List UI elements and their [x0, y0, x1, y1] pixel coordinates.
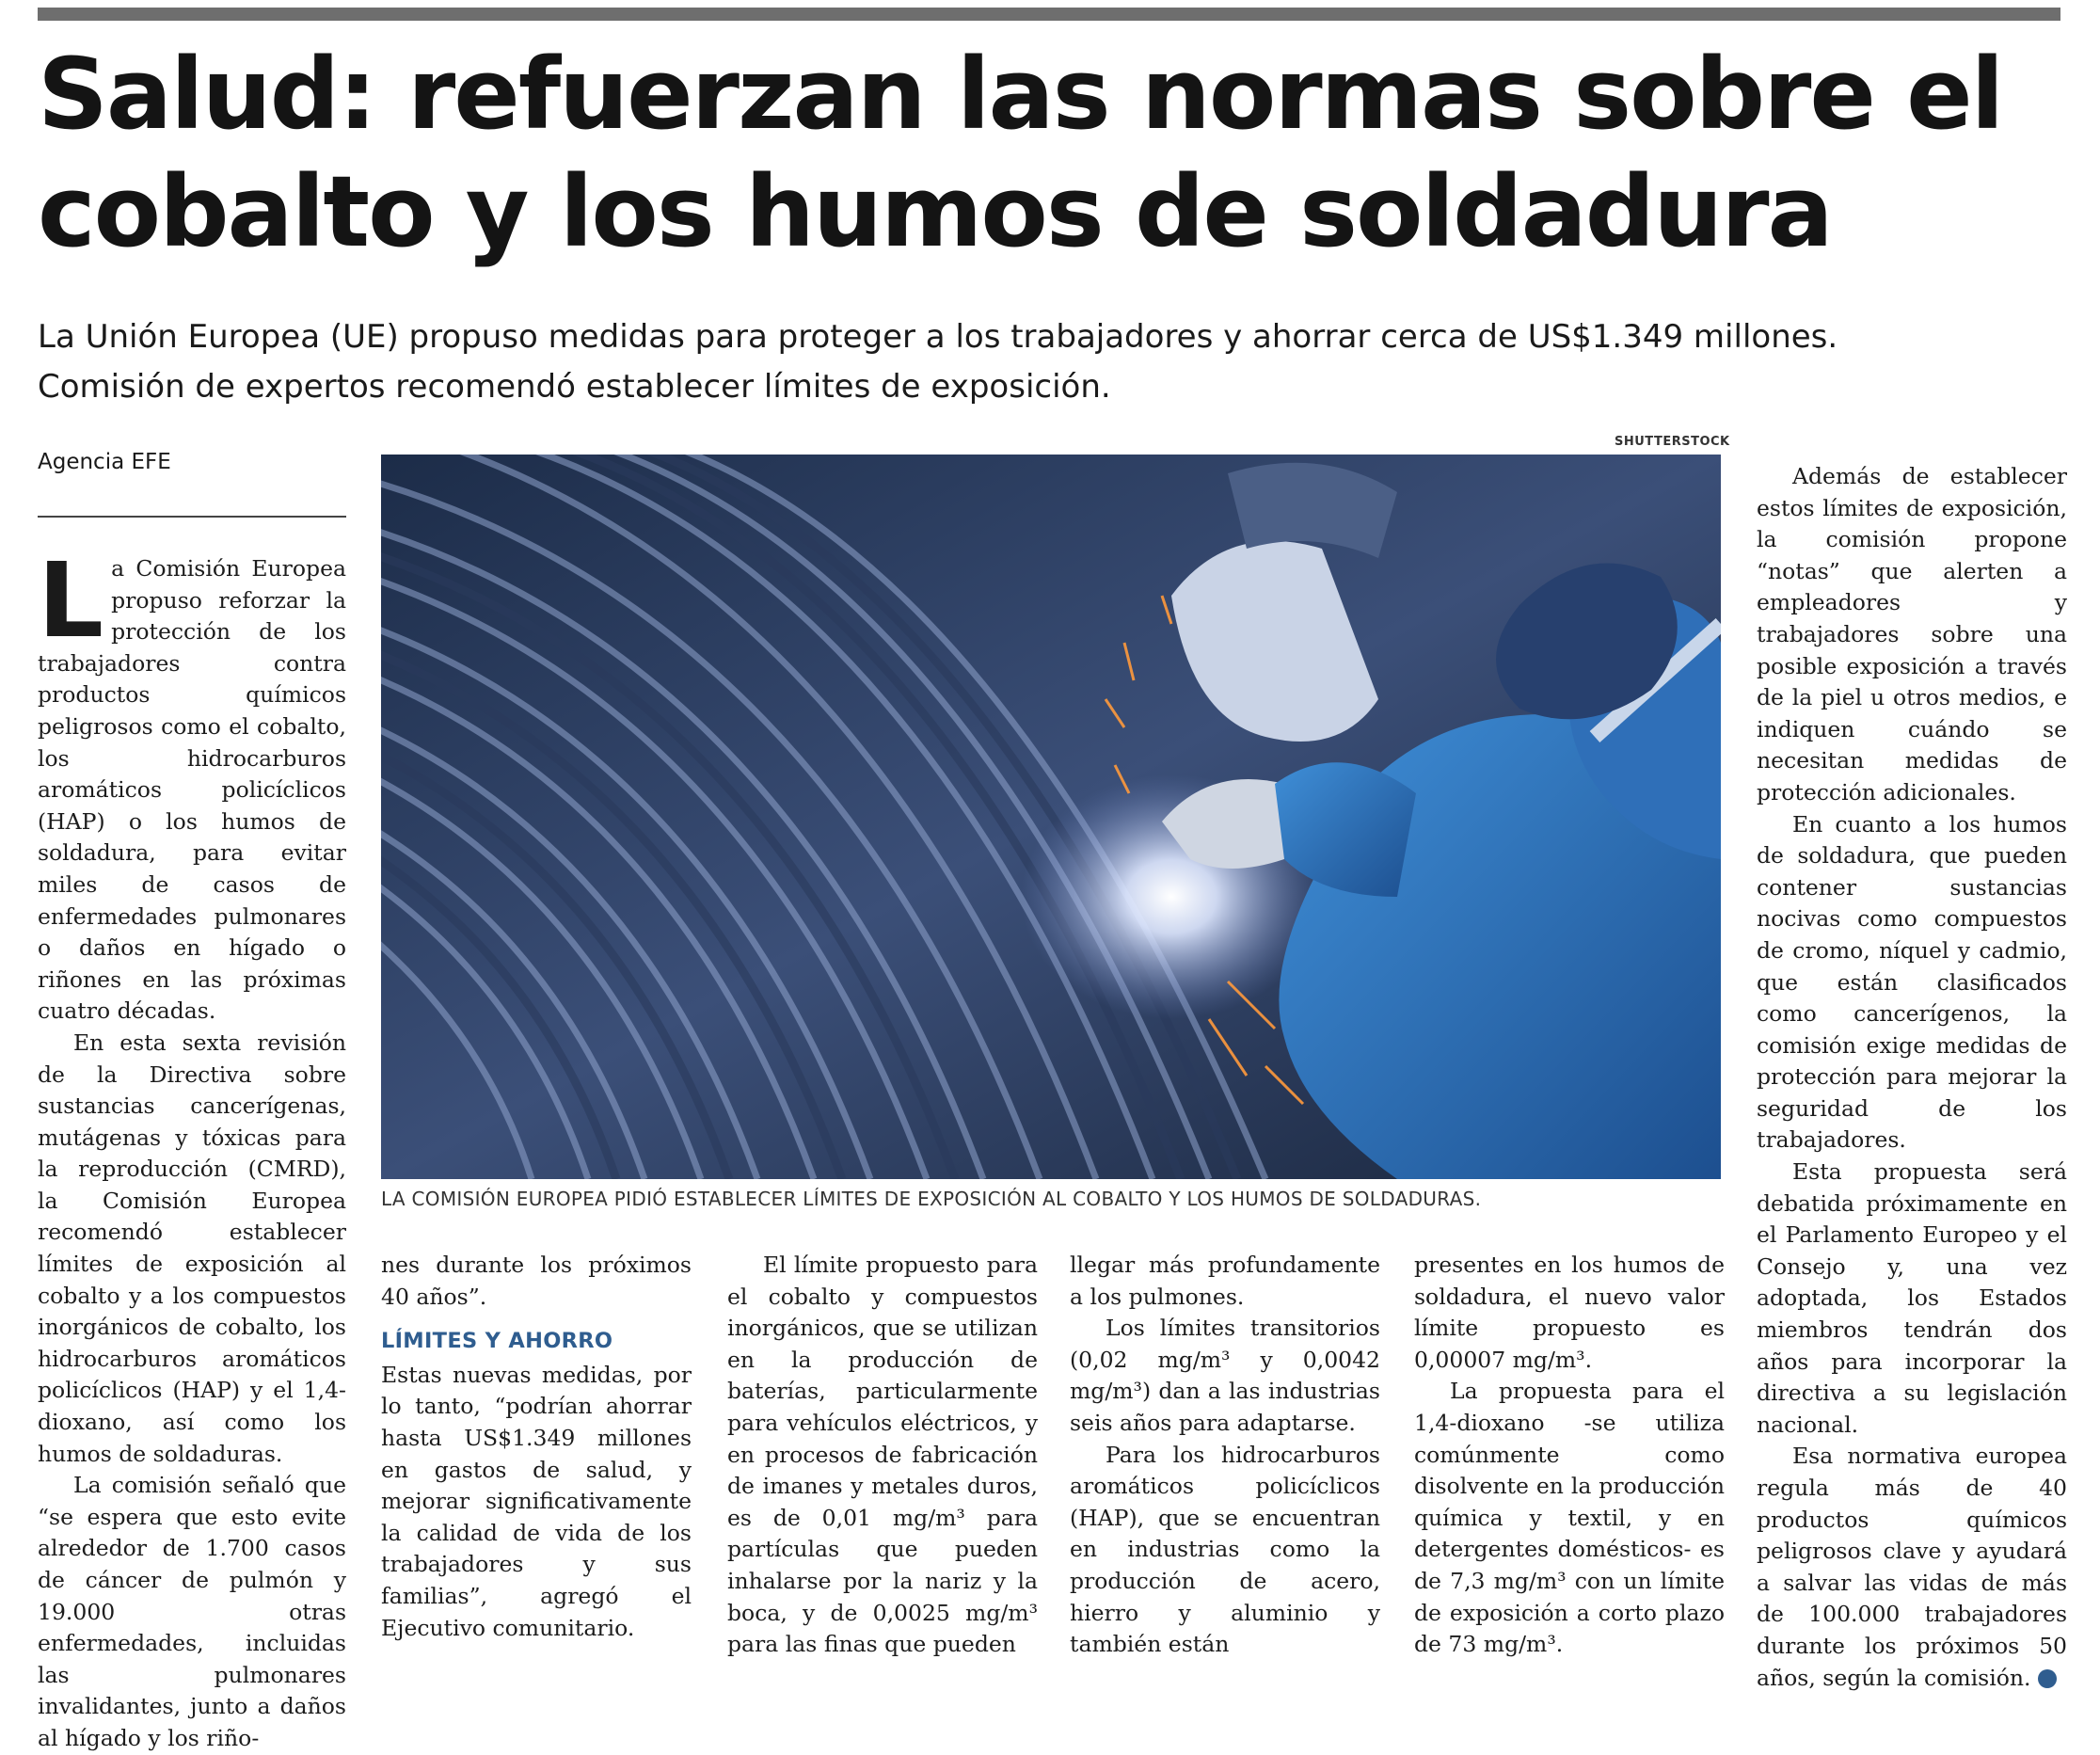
photo-caption: LA COMISIÓN EUROPEA PIDIÓ ESTABLECER LÍMITES DE EXPOSICIÓN AL COBALTO Y LOS HUMOS DE SOLDADURAS.	[381, 1188, 1482, 1210]
dek-line-1: La Unión Europea (UE) propuso medidas para proteger a los trabajadores y ahorrar cerca de US$1.349 millones.	[38, 318, 1838, 356]
paragraph: Estas nuevas medidas, por lo tanto, “podrían ahorrar hasta US$1.349 millones en gastos de salud, y mejorar significativamente la calidad de vida de los trabajadores y sus familias”, agregó el Ejecutivo comunitario.	[381, 1361, 692, 1641]
paragraph: En cuanto a los humos de soldadura, que pueden contener sustancias nocivas como compuestos de cromo, níquel y cadmio, que están clasificados como cancerígenos, la comisión exige medidas de protección para mejorar la seguridad de los trabajadores.	[1757, 810, 2067, 1154]
top-rule	[38, 8, 2060, 21]
paragraph: presentes en los humos de soldadura, el nuevo valor límite propuesto es 0,00007 mg/m³.	[1414, 1252, 1725, 1373]
photo-credit: SHUTTERSTOCK	[1615, 435, 1730, 449]
paragraph: Para los hidrocarburos aromáticos policíclicos (HAP), que se encuentran en industrias como la producción de acero, hierro y aluminio y también están	[1070, 1441, 1380, 1658]
drop-cap: L	[38, 540, 104, 661]
paragraph: llegar más profundamente a los pulmones.	[1070, 1252, 1380, 1310]
paragraph: Los límites transitorios (0,02 mg/m³ y 0,0042 mg/m³) dan a las industrias seis años para adaptarse.	[1070, 1315, 1380, 1436]
paragraph: Esta propuesta será debatida próximamente en el Parlamento Europeo y el Consejo y, una vez adoptada, los Estados miembros tendrán dos años para incorporar la directiva a su legislación nacional.	[1757, 1158, 2067, 1438]
byline: Agencia EFE	[38, 450, 171, 474]
headline-line-1: Salud: refuerzan las normas sobre el	[38, 37, 2003, 152]
headline	[38, 36, 2070, 271]
column-1	[38, 540, 346, 1755]
column-3	[727, 1250, 1038, 1661]
paragraph: El límite propuesto para el cobalto y compuestos inorgánicos, que se utilizan en la producción de baterías, particularmente para vehículos eléctricos, y en procesos de fabricación de imanes y metales duros, es de 0,01 mg/m³ para partículas que pueden inhalarse por la nariz y la boca, y de 0,0025 mg/m³ para las finas que pueden	[727, 1252, 1038, 1658]
column-5	[1414, 1250, 1725, 1661]
subhead: LÍMITES Y AHORRO	[381, 1329, 613, 1354]
dek-line-2: Comisión de expertos recomendó establecer límites de exposición.	[38, 368, 1111, 406]
byline-rule	[38, 516, 346, 518]
paragraph: Además de establecer estos límites de exposición, la comisión propone “notas” que alerten a empleadores y trabajadores sobre una posible exposición a través de la piel u otros medios, e indiquen cuándo se necesitan medidas de protección adicionales.	[1757, 463, 2067, 806]
paragraph: Esa normativa europea regula más de 40 productos químicos peligrosos clave y ayudará a salvar las vidas de más de 100.000 trabajadores durante los próximos 50 años, según la comisión. ✪	[1757, 1443, 2086, 1691]
paragraph: En esta sexta revisión de la Directiva sobre sustancias cancerígenas, mutágenas y tóxicas para la reproducción (CMRD), la Comisión Europea recomendó establecer límites de exposición al cobalto y a los compuestos inorgánicos de cobalto, los hidrocarburos aromáticos policíclicos (HAP) y el 1,4-dioxano, así como los humos de soldaduras.	[38, 1029, 346, 1467]
end-mark-icon: ✪	[2038, 1669, 2057, 1688]
paragraph: La comisión señaló que “se espera que esto evite alrededor de 1.700 casos de cáncer de pulmón y 19.000 otras enfermedades, incluidas las pulmonares invalidantes, junto a daños al hígado y los riño-	[38, 1472, 346, 1751]
paragraph: nes durante los próximos 40 años”.	[381, 1252, 692, 1310]
headline-line-2: cobalto y los humos de soldadura	[38, 154, 1832, 269]
paragraph: La Comisión Europea propuso reforzar la protección de los trabajadores contra productos químicos peligrosos como el cobalto, los hidrocarburos aromáticos policíclicos (HAP) o los humos de soldadura, para evitar miles de casos de enfermedades pulmonares o daños en hígado o riñones en las próximas cuatro décadas.	[38, 540, 346, 1025]
dek	[38, 312, 2089, 412]
paragraph: La propuesta para el 1,4-dioxano -se utiliza comúnmente como disolvente en la producción química y textil, y en detergentes domésticos- es de 7,3 mg/m³ con un límite de exposición a corto plazo de 73 mg/m³.	[1414, 1378, 1725, 1658]
column-2	[381, 1250, 692, 1644]
welder-illustration	[381, 455, 1721, 1179]
welder-photo	[381, 455, 1721, 1179]
column-6	[1757, 461, 2086, 1694]
column-4	[1070, 1250, 1380, 1661]
